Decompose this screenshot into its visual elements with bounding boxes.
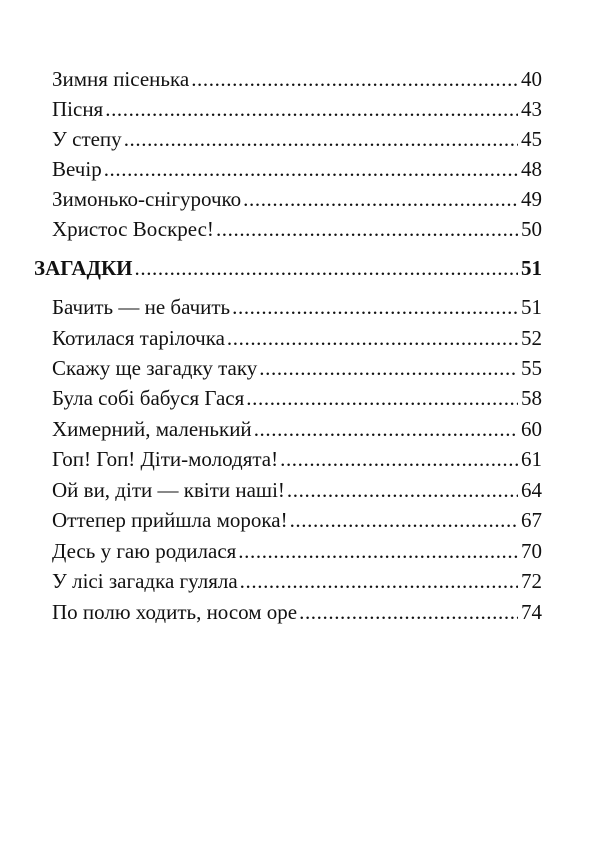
toc-entry-page: 55 (521, 356, 542, 380)
toc-entry-page: 48 (521, 157, 542, 181)
toc-entry (52, 66, 542, 92)
toc-entry (52, 216, 542, 242)
toc-entry (52, 477, 542, 503)
dot-leader (104, 156, 518, 182)
toc-entry-page: 67 (521, 508, 542, 532)
dot-leader (232, 294, 518, 320)
dot-leader (216, 216, 518, 242)
toc-entry-page: 72 (521, 569, 542, 593)
toc-entry (52, 599, 542, 625)
toc-entry-title: У лісі загадка гуляла (52, 569, 238, 593)
toc-entry (52, 538, 542, 564)
toc-entry-title: Зимня пісенька (52, 67, 190, 91)
toc-entry-page: 45 (521, 127, 542, 151)
dot-leader (259, 355, 518, 381)
dot-leader (105, 96, 518, 122)
dot-leader (227, 325, 518, 351)
toc-entry-title: Бачить — не бачить (52, 295, 231, 319)
toc-entry-title: Оттепер прийшла морока! (52, 508, 288, 532)
dot-leader (246, 385, 518, 411)
toc-entry (52, 416, 542, 442)
dot-leader (191, 66, 518, 92)
toc-entry-title: Скажу ще загадку таку (52, 356, 258, 380)
toc-entry-title: Химерний, маленький (52, 417, 252, 441)
toc-entry-page: 50 (521, 217, 542, 241)
dot-leader (254, 416, 518, 442)
toc-entry-title: Була собі бабуся Гася (52, 386, 245, 410)
toc-entry (52, 568, 542, 594)
dot-leader (299, 599, 518, 625)
toc-entry (52, 507, 542, 533)
toc-entry (52, 446, 542, 472)
dot-leader (124, 126, 518, 152)
toc-entry-page: 43 (521, 97, 542, 121)
dot-leader (243, 186, 518, 212)
toc-entry-title: Пісня (52, 97, 104, 121)
toc-entry-title: Гоп! Гоп! Діти-молодята! (52, 447, 279, 471)
toc-entry-title: Вечір (52, 157, 102, 181)
toc-entry-title: У степу (52, 127, 122, 151)
toc-section-heading (34, 255, 542, 281)
toc-entry-page: 70 (521, 539, 542, 563)
toc-entry (52, 294, 542, 320)
dot-leader (287, 477, 518, 503)
dot-leader (240, 568, 518, 594)
toc-entry-title: Зимонько-снігурочко (52, 187, 242, 211)
toc-entry-title: Котилася тарілочка (52, 326, 225, 350)
toc-section-title: ЗАГАДКИ (34, 256, 133, 280)
toc-entry-title: Ой ви, діти — квіти наші! (52, 478, 285, 502)
toc-entry (52, 96, 542, 122)
toc-entry (52, 156, 542, 182)
toc-entry-title: Христос Воскрес! (52, 217, 214, 241)
toc-entry-page: 61 (521, 447, 542, 471)
toc-section-page: 51 (521, 256, 542, 280)
toc-entry (52, 126, 542, 152)
toc-entry-title: По полю ходить, носом оре (52, 600, 298, 624)
toc-entry-title: Десь у гаю родилася (52, 539, 237, 563)
toc-entry-page: 52 (521, 326, 542, 350)
toc-entry-page: 74 (521, 600, 542, 624)
toc-entry-page: 40 (521, 67, 542, 91)
toc-entry (52, 385, 542, 411)
toc-entry-page: 58 (521, 386, 542, 410)
dot-leader (290, 507, 518, 533)
toc-entry (52, 355, 542, 381)
toc-entry-page: 60 (521, 417, 542, 441)
toc-entry-page: 49 (521, 187, 542, 211)
dot-leader (280, 446, 518, 472)
toc-entry-page: 51 (521, 295, 542, 319)
toc-entry (52, 186, 542, 212)
toc-entry (52, 325, 542, 351)
toc-entry-page: 64 (521, 478, 542, 502)
dot-leader (135, 255, 519, 281)
dot-leader (238, 538, 518, 564)
